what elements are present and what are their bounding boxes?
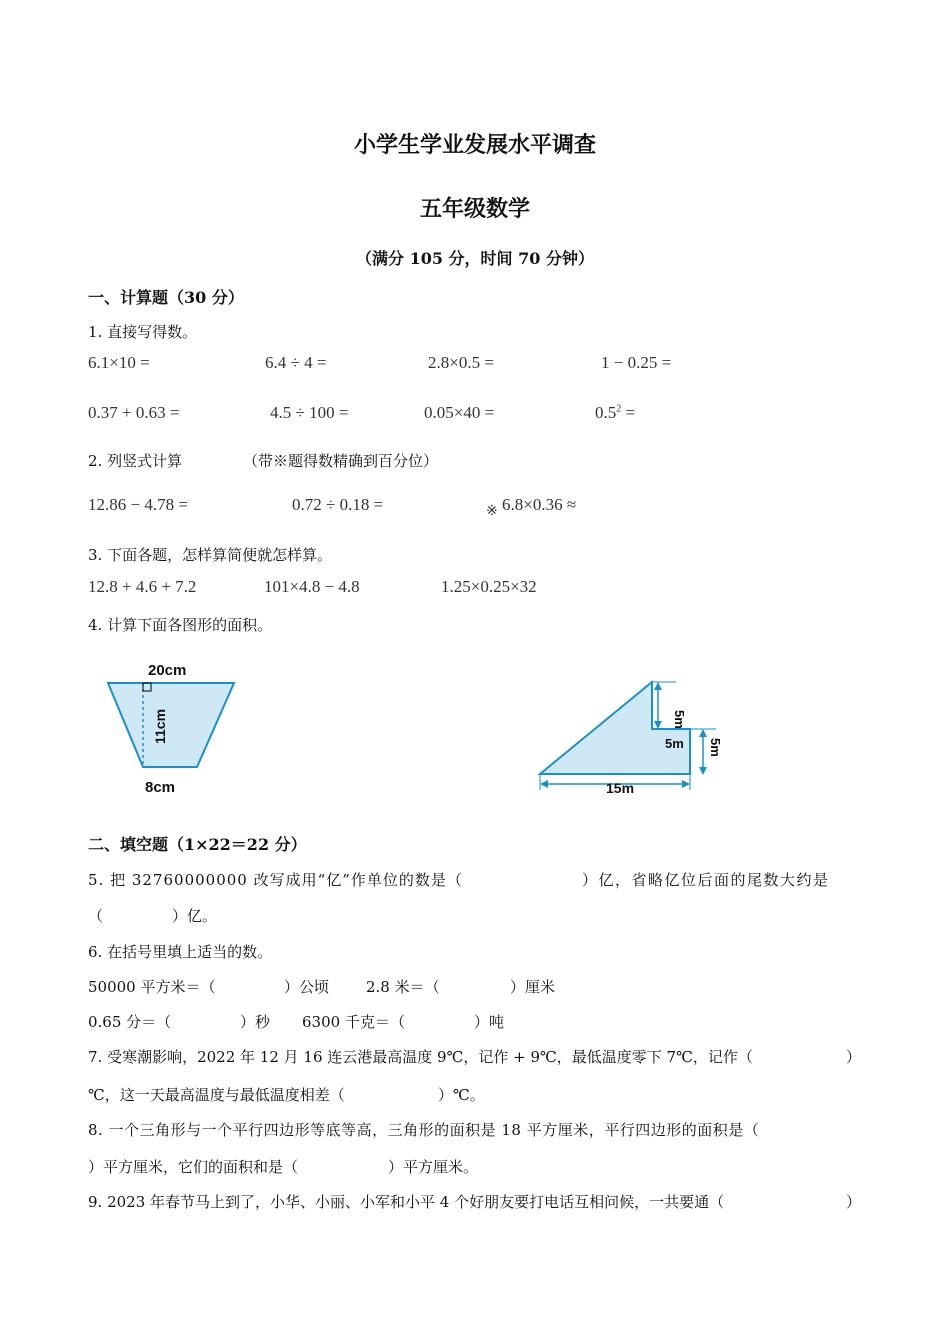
power-exponent: 2 <box>616 403 622 415</box>
q2-note: （带※题得数精确到百分位） <box>243 452 439 470</box>
q6-item: ）厘米 <box>510 978 556 996</box>
q6-item: ）公顷 <box>284 978 330 996</box>
q7-line2-close: ）℃。 <box>438 1086 485 1104</box>
q1-item: 2.8×0.5 = <box>428 353 494 372</box>
q2-item: 0.72 ÷ 0.18 = <box>292 495 384 514</box>
q6-item: 0.65 分＝（ <box>88 1013 172 1031</box>
q6-item: 6300 千克＝（ <box>302 1013 405 1031</box>
trapezoid-figure <box>100 652 250 802</box>
composite-figure <box>530 672 730 802</box>
upper-height-label: 5m <box>672 710 687 729</box>
q6-item: 50000 平方米＝（ <box>88 978 216 996</box>
q5-line2-open: （ <box>88 907 104 925</box>
trapezoid-bottom-label: 8cm <box>145 779 176 796</box>
q4-label: 4. 计算下面各图形的面积。 <box>88 616 273 634</box>
exam-info: （满分 105 分，时间 70 分钟） <box>356 249 594 268</box>
q1-item: 0.05×40 = <box>424 403 495 422</box>
q1-item-power <box>595 403 635 423</box>
q8-line1: 8. 一个三角形与一个平行四边形等底等高，三角形的面积是 18 平方厘米，平行四边形的面积是（ <box>88 1121 760 1139</box>
q2-label: 2. 列竖式计算 <box>88 452 183 470</box>
q3-item: 1.25×0.25×32 <box>441 577 537 596</box>
q1-item: 6.1×10 = <box>88 353 150 372</box>
arrowhead <box>682 780 690 788</box>
trapezoid-top-label: 20cm <box>148 662 187 679</box>
trapezoid-height-label: 11cm <box>152 708 168 744</box>
q1-item: 6.4 ÷ 4 = <box>265 353 327 372</box>
base-label: 15m <box>606 780 635 796</box>
lower-height-label: 5m <box>708 738 723 757</box>
q6-label: 6. 在括号里填上适当的数。 <box>88 943 273 961</box>
q7-line1: 7. 受寒潮影响，2022 年 12 月 16 连云港最高温度 9℃，记作 + 9℃，最低温度零下 7℃，记作（ <box>88 1048 753 1066</box>
q5-line1-end: ）亿，省略亿位后面的尾数大约是 <box>582 871 830 889</box>
q1-item: 4.5 ÷ 100 = <box>270 403 349 422</box>
q8-line2-close: ）平方厘米。 <box>388 1158 479 1176</box>
q3-label: 3. 下面各题，怎样算简便就怎样算。 <box>88 546 333 564</box>
page-title: 小学生学业发展水平调查 <box>353 132 596 158</box>
q1-item: 1 − 0.25 = <box>601 353 672 372</box>
arrowhead <box>699 729 707 737</box>
q7-line1-close: ） <box>846 1048 862 1066</box>
section-2-heading: 二、填空题（1×22＝22 分） <box>88 835 307 854</box>
q6-item: 2.8 米＝（ <box>366 978 440 996</box>
arrowhead <box>654 682 662 690</box>
q9-line1-close: ） <box>846 1193 862 1211</box>
q1-label: 1. 直接写得数。 <box>88 323 198 341</box>
arrowhead <box>699 767 707 775</box>
power-equals: = <box>621 403 636 422</box>
q2-item-starred <box>486 495 577 519</box>
q7-line2: ℃，这一天最高温度与最低温度相差（ <box>88 1086 345 1104</box>
trapezoid-shape <box>108 683 234 767</box>
arrowhead <box>654 721 662 729</box>
q2-item: 12.86 − 4.78 = <box>88 495 188 514</box>
q9-line1: 9. 2023 年春节马上到了，小华、小丽、小军和小平 4 个好朋友要打电话互相问候，一共要通（ <box>88 1193 725 1211</box>
q1-item: 0.37 + 0.63 = <box>88 403 180 422</box>
q5-line1-start: 5. 把 32760000000 改写成用“亿”作单位的数是（ <box>88 871 463 889</box>
q5-line2-close: ）亿。 <box>172 907 218 925</box>
page-subtitle: 五年级数学 <box>419 196 530 222</box>
q3-item: 12.8 + 4.6 + 7.2 <box>88 577 197 596</box>
section-1-heading: 一、计算题（30 分） <box>88 288 244 307</box>
power-base: 0.5 <box>595 403 617 422</box>
q8-line2: ）平方厘米，它们的面积和是（ <box>88 1158 299 1176</box>
starred-expression: 6.8×0.36 ≈ <box>501 495 577 514</box>
composite-shape <box>540 682 690 774</box>
step-width-label: 5m <box>665 736 684 751</box>
arrowhead <box>540 780 548 788</box>
star-mark: ※ <box>486 504 498 519</box>
q3-item: 101×4.8 − 4.8 <box>264 577 360 596</box>
q6-item: ）吨 <box>474 1013 505 1031</box>
q6-item: ）秒 <box>240 1013 271 1031</box>
